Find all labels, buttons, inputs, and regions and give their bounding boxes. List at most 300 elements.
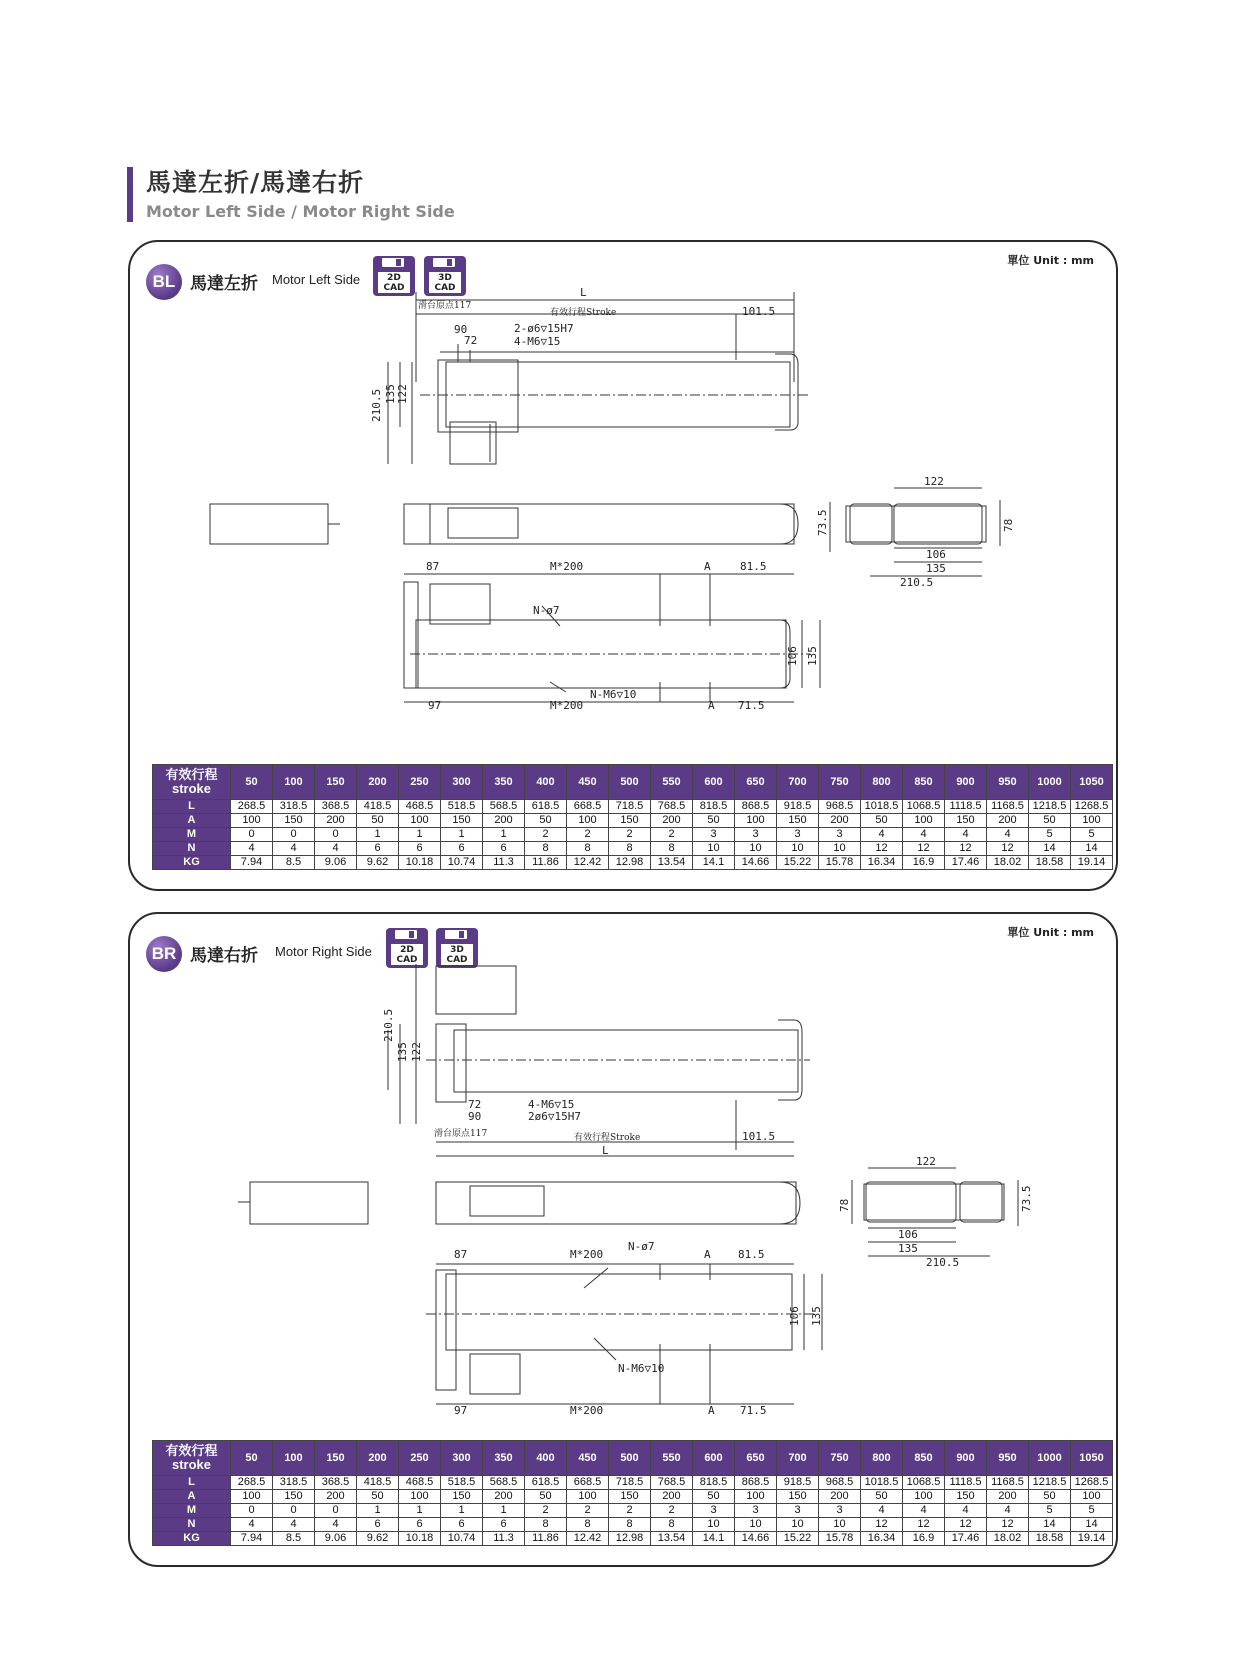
table-cell: 100 <box>735 814 777 828</box>
header-stroke-label: 有效行程 stroke <box>153 1441 231 1476</box>
header-stroke-value: 200 <box>357 765 399 800</box>
row-label: KG <box>153 856 231 870</box>
table-cell: 4 <box>945 828 987 842</box>
end-view <box>846 506 986 542</box>
header-stroke-value: 750 <box>819 765 861 800</box>
table-cell: 4 <box>315 842 357 856</box>
header-stroke-value: 50 <box>231 765 273 800</box>
table-cell: 1018.5 <box>861 1476 903 1490</box>
row-label: N <box>153 842 231 856</box>
dim-bM2: M*200 <box>550 699 584 712</box>
table-cell: 9.62 <box>357 856 399 870</box>
table-cell: 100 <box>399 1490 441 1504</box>
table-row <box>153 800 1113 814</box>
header-stroke-value: 1050 <box>1071 1441 1113 1476</box>
table-cell: 10.18 <box>399 856 441 870</box>
table-cell: 200 <box>315 1490 357 1504</box>
table-row <box>153 814 1113 828</box>
table-row <box>153 1504 1113 1518</box>
header-stroke-value: 500 <box>609 1441 651 1476</box>
table-cell: 518.5 <box>441 1476 483 1490</box>
row-label: A <box>153 1490 231 1504</box>
side-view-small <box>210 504 328 544</box>
table-cell: 1 <box>441 828 483 842</box>
table-cell: 3 <box>819 1504 861 1518</box>
table-cell: 3 <box>819 828 861 842</box>
table-cell: 1068.5 <box>903 1476 945 1490</box>
dim-bA1: A <box>704 560 711 573</box>
table-cell: 6 <box>357 842 399 856</box>
table-cell: 11.86 <box>525 856 567 870</box>
dim-e210: 210.5 <box>926 1256 960 1269</box>
cad-2d-text: 2D CAD <box>383 273 405 293</box>
table-cell: 10 <box>735 1518 777 1532</box>
table-cell: 200 <box>819 1490 861 1504</box>
table-cell: 14.66 <box>735 1532 777 1546</box>
table-cell: 8 <box>525 842 567 856</box>
row-label: N <box>153 1518 231 1532</box>
table-cell: 200 <box>651 1490 693 1504</box>
table-cell: 200 <box>819 814 861 828</box>
dim-b106: 106 <box>788 1306 801 1326</box>
dim-b106: 106 <box>786 646 799 666</box>
header-stroke-value: 550 <box>651 765 693 800</box>
table-cell: 14 <box>1071 842 1113 856</box>
dim-e210: 210.5 <box>900 576 934 589</box>
section-title: 馬達右折 <box>190 946 258 966</box>
table-cell: 200 <box>483 1490 525 1504</box>
table-cell: 518.5 <box>441 800 483 814</box>
table-cell: 418.5 <box>357 1476 399 1490</box>
table-cell: 12 <box>945 842 987 856</box>
table-cell: 468.5 <box>399 1476 441 1490</box>
table-cell: 618.5 <box>525 1476 567 1490</box>
section-title: 馬達左折 <box>190 274 258 294</box>
table-cell: 0 <box>231 828 273 842</box>
dim-bNM: N-M6▽10 <box>590 688 637 701</box>
table-cell: 3 <box>693 1504 735 1518</box>
table-cell: 15.78 <box>819 856 861 870</box>
table-cell: 8 <box>567 842 609 856</box>
unit-label: 單位 Unit : mm <box>1007 254 1094 267</box>
header-stroke-value: 200 <box>357 1441 399 1476</box>
table-cell: 0 <box>315 1504 357 1518</box>
page-subtitle: Motor Left Side / Motor Right Side <box>146 202 455 221</box>
table-cell: 100 <box>231 1490 273 1504</box>
row-label: M <box>153 1504 231 1518</box>
table-cell: 0 <box>315 828 357 842</box>
table-cell: 5 <box>1071 1504 1113 1518</box>
dim-72: 72 <box>468 1098 482 1111</box>
table-cell: 150 <box>273 814 315 828</box>
motor-box <box>450 422 496 464</box>
table-cell: 8 <box>651 842 693 856</box>
header-stroke-value: 550 <box>651 1441 693 1476</box>
table-cell: 3 <box>777 1504 819 1518</box>
table-cell: 50 <box>357 1490 399 1504</box>
table-cell: 2 <box>525 828 567 842</box>
table-cell: 1 <box>399 1504 441 1518</box>
table-cell: 7.94 <box>231 1532 273 1546</box>
table-cell: 14.66 <box>735 856 777 870</box>
table-cell: 768.5 <box>651 1476 693 1490</box>
dim-e78: 78 <box>1002 518 1015 532</box>
table-cell: 100 <box>1071 814 1113 828</box>
table-cell: 50 <box>861 1490 903 1504</box>
table-cell: 4 <box>903 828 945 842</box>
table-cell: 6 <box>483 842 525 856</box>
dim-e78: 78 <box>838 1198 851 1212</box>
bottom-view-body <box>446 1274 792 1350</box>
header-stroke-value: 150 <box>315 765 357 800</box>
dim-b81: 81.5 <box>740 560 767 573</box>
dim-bM1: M*200 <box>570 1248 604 1261</box>
dim-stroke: 有效行程Stroke <box>574 1133 641 1143</box>
dim-origin: 滑台原点117 <box>434 1129 488 1139</box>
table-cell: 12 <box>861 842 903 856</box>
table-cell: 9.62 <box>357 1532 399 1546</box>
table-cell: 468.5 <box>399 800 441 814</box>
header-stroke-value: 1050 <box>1071 765 1113 800</box>
table-cell: 818.5 <box>693 1476 735 1490</box>
row-label: L <box>153 1476 231 1490</box>
table-cell: 5 <box>1029 828 1071 842</box>
table-cell: 1 <box>357 1504 399 1518</box>
dim-origin: 滑台原点117 <box>418 301 472 311</box>
table-cell: 268.5 <box>231 800 273 814</box>
dim-135: 135 <box>396 1042 409 1062</box>
dim-bN: N-ø7 <box>628 1240 655 1253</box>
row-label: A <box>153 814 231 828</box>
table-cell: 8 <box>525 1518 567 1532</box>
table-cell: 2 <box>609 828 651 842</box>
table-cell: 16.9 <box>903 1532 945 1546</box>
table-cell: 8.5 <box>273 856 315 870</box>
table-cell: 50 <box>1029 1490 1071 1504</box>
table-cell: 10 <box>735 842 777 856</box>
table-cell: 918.5 <box>777 1476 819 1490</box>
table-cell: 318.5 <box>273 1476 315 1490</box>
dim-e73: 73.5 <box>816 509 829 536</box>
table-cell: 10 <box>819 842 861 856</box>
table-cell: 11.3 <box>483 856 525 870</box>
table-cell: 16.34 <box>861 1532 903 1546</box>
table-cell: 5 <box>1029 1504 1071 1518</box>
table-cell: 150 <box>273 1490 315 1504</box>
table-cell: 16.9 <box>903 856 945 870</box>
header-stroke-value: 350 <box>483 1441 525 1476</box>
table-cell: 17.46 <box>945 1532 987 1546</box>
table-cell: 18.02 <box>987 1532 1029 1546</box>
side-view-long <box>436 1182 796 1224</box>
table-cell: 368.5 <box>315 800 357 814</box>
table-cell: 15.78 <box>819 1532 861 1546</box>
dim-bN: N-ø7 <box>533 604 560 617</box>
table-cell: 7.94 <box>231 856 273 870</box>
motor-box <box>436 966 516 1014</box>
table-cell: 19.14 <box>1071 1532 1113 1546</box>
header-accent-bar <box>127 167 133 222</box>
table-cell: 2 <box>609 1504 651 1518</box>
header-stroke-value: 250 <box>399 765 441 800</box>
table-cell: 50 <box>693 1490 735 1504</box>
table-cell: 200 <box>483 814 525 828</box>
bottom-motor <box>470 1354 520 1394</box>
unit-label: 單位 Unit : mm <box>1007 926 1094 939</box>
dim-e122: 122 <box>924 475 944 488</box>
dim-bA2: A <box>708 1404 715 1417</box>
end-cap <box>775 354 798 430</box>
dim-L: L <box>602 1144 609 1157</box>
header-stroke-value: 400 <box>525 765 567 800</box>
dim-hole2: 4-M6▽15 <box>528 1098 575 1111</box>
section-subtitle: Motor Right Side <box>275 944 372 959</box>
table-cell: 17.46 <box>945 856 987 870</box>
dim-bA1: A <box>704 1248 711 1261</box>
table-cell: 4 <box>861 1504 903 1518</box>
header-stroke-value: 850 <box>903 765 945 800</box>
table-cell: 9.06 <box>315 856 357 870</box>
table-cell: 2 <box>567 828 609 842</box>
table-cell: 100 <box>1071 1490 1113 1504</box>
table-cell: 13.54 <box>651 1532 693 1546</box>
page-title: 馬達左折/馬達右折 <box>146 168 365 197</box>
table-cell: 15.22 <box>777 1532 819 1546</box>
dim-b135: 135 <box>810 1306 823 1326</box>
dim-bM1: M*200 <box>550 560 584 573</box>
table-cell: 100 <box>903 1490 945 1504</box>
table-cell: 1168.5 <box>987 1476 1029 1490</box>
table-cell: 12.98 <box>609 856 651 870</box>
header-stroke-value: 600 <box>693 765 735 800</box>
table-cell: 18.58 <box>1029 856 1071 870</box>
table-cell: 50 <box>1029 814 1071 828</box>
dim-bNM: N-M6▽10 <box>618 1362 665 1375</box>
table-cell: 1 <box>483 1504 525 1518</box>
header-stroke-value: 100 <box>273 1441 315 1476</box>
header-stroke-value: 700 <box>777 1441 819 1476</box>
table-cell: 150 <box>777 814 819 828</box>
table-cell: 10.74 <box>441 856 483 870</box>
table-cell: 1268.5 <box>1071 800 1113 814</box>
header-stroke-value: 100 <box>273 765 315 800</box>
table-cell: 4 <box>273 1518 315 1532</box>
dim-b135: 135 <box>806 646 819 666</box>
table-cell: 12 <box>987 1518 1029 1532</box>
table-cell: 4 <box>861 828 903 842</box>
table-cell: 12 <box>903 842 945 856</box>
table-cell: 12 <box>861 1518 903 1532</box>
dim-b87: 87 <box>454 1248 468 1261</box>
header-stroke-value: 700 <box>777 765 819 800</box>
table-cell: 12 <box>903 1518 945 1532</box>
table-row <box>153 1532 1113 1546</box>
dim-72: 72 <box>464 334 478 347</box>
table-cell: 8 <box>609 1518 651 1532</box>
table-cell: 718.5 <box>609 800 651 814</box>
dim-b71: 71.5 <box>738 699 765 712</box>
dim-e106: 106 <box>898 1228 918 1241</box>
table-cell: 150 <box>609 814 651 828</box>
table-cell: 2 <box>651 1504 693 1518</box>
table-cell: 50 <box>525 1490 567 1504</box>
table-cell: 50 <box>693 814 735 828</box>
table-cell: 50 <box>357 814 399 828</box>
table-cell: 768.5 <box>651 800 693 814</box>
header-stroke-value: 500 <box>609 765 651 800</box>
table-cell: 14.1 <box>693 856 735 870</box>
header-stroke-value: 300 <box>441 1441 483 1476</box>
table-cell: 12.42 <box>567 856 609 870</box>
dim-hole1: 2-ø6▽15H7 <box>514 322 574 335</box>
table-row <box>153 856 1113 870</box>
table-cell: 818.5 <box>693 800 735 814</box>
table-cell: 3 <box>777 828 819 842</box>
table-cell: 10.18 <box>399 1532 441 1546</box>
table-cell: 4 <box>945 1504 987 1518</box>
table-cell: 11.86 <box>525 1532 567 1546</box>
table-cell: 200 <box>315 814 357 828</box>
table-cell: 0 <box>231 1504 273 1518</box>
header-stroke-value: 150 <box>315 1441 357 1476</box>
table-cell: 4 <box>315 1518 357 1532</box>
table-cell: 4 <box>231 1518 273 1532</box>
badge-br: BR <box>146 936 182 972</box>
row-label: L <box>153 800 231 814</box>
table-cell: 868.5 <box>735 800 777 814</box>
table-cell: 10 <box>777 842 819 856</box>
table-cell: 100 <box>567 814 609 828</box>
table-cell: 13.54 <box>651 856 693 870</box>
header-stroke-value: 900 <box>945 765 987 800</box>
table-cell: 10 <box>693 842 735 856</box>
dim-101: 101.5 <box>742 305 776 318</box>
dim-210: 210.5 <box>382 1008 395 1042</box>
table-cell: 918.5 <box>777 800 819 814</box>
table-cell: 3 <box>735 1504 777 1518</box>
table-cell: 1218.5 <box>1029 1476 1071 1490</box>
table-cell: 19.14 <box>1071 856 1113 870</box>
side-view-small <box>250 1182 368 1224</box>
dim-e73: 73.5 <box>1020 1185 1033 1212</box>
table-row <box>153 842 1113 856</box>
table-cell: 668.5 <box>567 800 609 814</box>
table-cell: 268.5 <box>231 1476 273 1490</box>
table-cell: 100 <box>399 814 441 828</box>
dim-e135: 135 <box>926 562 946 575</box>
dim-210: 210.5 <box>370 388 383 422</box>
table-cell: 15.22 <box>777 856 819 870</box>
header-stroke-value: 600 <box>693 1441 735 1476</box>
table-cell: 4 <box>987 1504 1029 1518</box>
panel-motor-left <box>128 240 1118 891</box>
dim-135: 135 <box>384 384 397 404</box>
dim-90: 90 <box>454 323 468 336</box>
dim-L: L <box>580 286 587 299</box>
dim-bA2: A <box>708 699 715 712</box>
table-cell: 50 <box>525 814 567 828</box>
header-stroke-value: 800 <box>861 1441 903 1476</box>
table-cell: 200 <box>651 814 693 828</box>
table-cell: 6 <box>399 1518 441 1532</box>
spec-table-br <box>152 1440 1113 1546</box>
table-cell: 6 <box>441 842 483 856</box>
table-row <box>153 1518 1113 1532</box>
table-cell: 668.5 <box>567 1476 609 1490</box>
dim-101: 101.5 <box>742 1130 776 1143</box>
table-cell: 8.5 <box>273 1532 315 1546</box>
panel-motor-right <box>128 912 1118 1567</box>
table-cell: 3 <box>735 828 777 842</box>
table-cell: 968.5 <box>819 1476 861 1490</box>
header-stroke-value: 650 <box>735 765 777 800</box>
header-stroke-value: 400 <box>525 1441 567 1476</box>
table-cell: 14.1 <box>693 1532 735 1546</box>
dim-bM2: M*200 <box>570 1404 604 1417</box>
table-cell: 1 <box>441 1504 483 1518</box>
table-cell: 1218.5 <box>1029 800 1071 814</box>
table-cell: 4 <box>903 1504 945 1518</box>
table-cell: 568.5 <box>483 800 525 814</box>
table-cell: 1268.5 <box>1071 1476 1113 1490</box>
table-cell: 8 <box>567 1518 609 1532</box>
table-cell: 6 <box>441 1518 483 1532</box>
table-cell: 618.5 <box>525 800 567 814</box>
table-cell: 2 <box>567 1504 609 1518</box>
table-cell: 12.98 <box>609 1532 651 1546</box>
header-stroke-value: 350 <box>483 765 525 800</box>
table-cell: 100 <box>231 814 273 828</box>
table-cell: 718.5 <box>609 1476 651 1490</box>
table-cell: 200 <box>987 1490 1029 1504</box>
table-cell: 11.3 <box>483 1532 525 1546</box>
table-cell: 100 <box>735 1490 777 1504</box>
header-stroke-value: 800 <box>861 765 903 800</box>
table-cell: 18.58 <box>1029 1532 1071 1546</box>
header-stroke-value: 850 <box>903 1441 945 1476</box>
header-stroke-value: 900 <box>945 1441 987 1476</box>
end-view <box>864 1184 1004 1220</box>
table-cell: 4 <box>987 828 1029 842</box>
bottom-motor <box>430 584 490 624</box>
cad-3d-text: 3D CAD <box>446 945 468 965</box>
row-label: M <box>153 828 231 842</box>
header-stroke-value: 950 <box>987 765 1029 800</box>
cad-2d-text: 2D CAD <box>396 945 418 965</box>
dim-122: 122 <box>410 1042 423 1062</box>
table-row <box>153 1476 1113 1490</box>
table-cell: 6 <box>399 842 441 856</box>
dim-e122: 122 <box>916 1155 936 1168</box>
dim-122: 122 <box>396 384 409 404</box>
dim-b97: 97 <box>428 699 442 712</box>
header-stroke-label: 有效行程 stroke <box>153 765 231 800</box>
table-cell: 150 <box>777 1490 819 1504</box>
table-cell: 10 <box>693 1518 735 1532</box>
table-cell: 8 <box>651 1518 693 1532</box>
table-cell: 1118.5 <box>945 1476 987 1490</box>
table-header-row <box>153 1441 1113 1476</box>
dim-e106: 106 <box>926 548 946 561</box>
table-cell: 100 <box>567 1490 609 1504</box>
dim-e135: 135 <box>898 1242 918 1255</box>
table-cell: 12.42 <box>567 1532 609 1546</box>
table-cell: 968.5 <box>819 800 861 814</box>
badge-bl: BL <box>146 264 182 300</box>
actuator-body <box>454 1030 798 1092</box>
table-cell: 50 <box>861 814 903 828</box>
header-stroke-value: 450 <box>567 1441 609 1476</box>
